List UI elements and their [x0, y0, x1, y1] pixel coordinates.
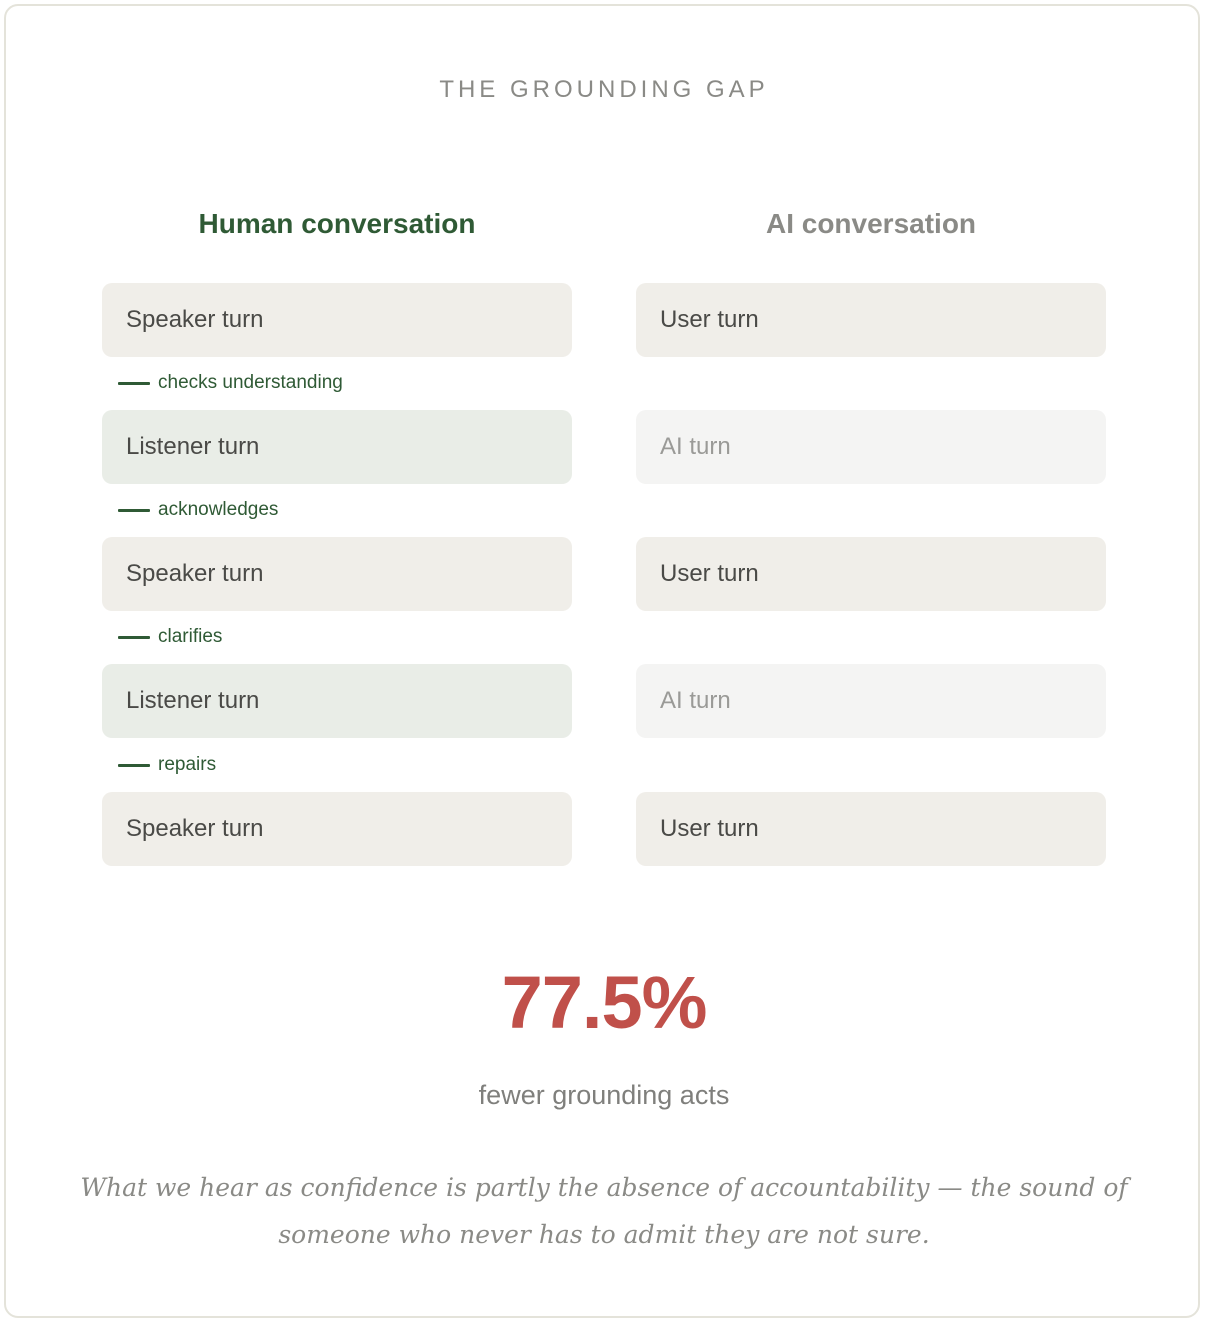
grounding-act-1 [118, 371, 343, 395]
human-turn-4 [102, 664, 572, 738]
ai-column-turn-3 [636, 537, 1106, 611]
connector-dash [118, 764, 150, 767]
turn-label: Speaker turn [126, 306, 264, 333]
grounding-act-label: clarifies [158, 626, 223, 647]
ai-column-turn-2 [636, 410, 1106, 484]
stat-label: fewer grounding acts [478, 1080, 730, 1110]
grounding-act-2 [118, 498, 278, 522]
turn-label: User turn [660, 560, 759, 587]
turn-label: User turn [660, 815, 759, 842]
connector-dash [118, 382, 150, 385]
connector-dash [118, 509, 150, 512]
turn-label: Speaker turn [126, 560, 264, 587]
human-turn-1 [102, 283, 572, 357]
turn-label: Speaker turn [126, 815, 264, 842]
grounding-act-label: repairs [158, 754, 217, 775]
pull-quote: What we hear as confidence is partly the absence of accountability — the sound of someone who never has to admit they are not sure. [80, 1173, 1128, 1249]
grounding-act-label: checks understanding [158, 372, 343, 393]
ai-column-turn-5 [636, 792, 1106, 866]
human-turn-5 [102, 792, 572, 866]
grounding-act-3 [118, 625, 222, 649]
human-turn-2 [102, 410, 572, 484]
turn-label: AI turn [660, 687, 731, 714]
connector-dash [118, 636, 150, 639]
ai-column-turn-1 [636, 283, 1106, 357]
stat-value: 77.5% [501, 961, 707, 1044]
grounding-act-label: acknowledges [158, 499, 279, 520]
turn-label: Listener turn [126, 433, 260, 460]
turn-label: User turn [660, 306, 759, 333]
turn-label: AI turn [660, 433, 731, 460]
turn-label: Listener turn [126, 687, 260, 714]
page-title: THE GROUNDING GAP [439, 76, 769, 103]
human-column-heading: Human conversation [198, 208, 476, 239]
grounding-gap-card [4, 4, 1200, 1318]
human-turn-3 [102, 537, 572, 611]
ai-column-turn-4 [636, 664, 1106, 738]
ai-column-heading: AI conversation [765, 208, 977, 239]
grounding-act-4 [118, 753, 216, 777]
